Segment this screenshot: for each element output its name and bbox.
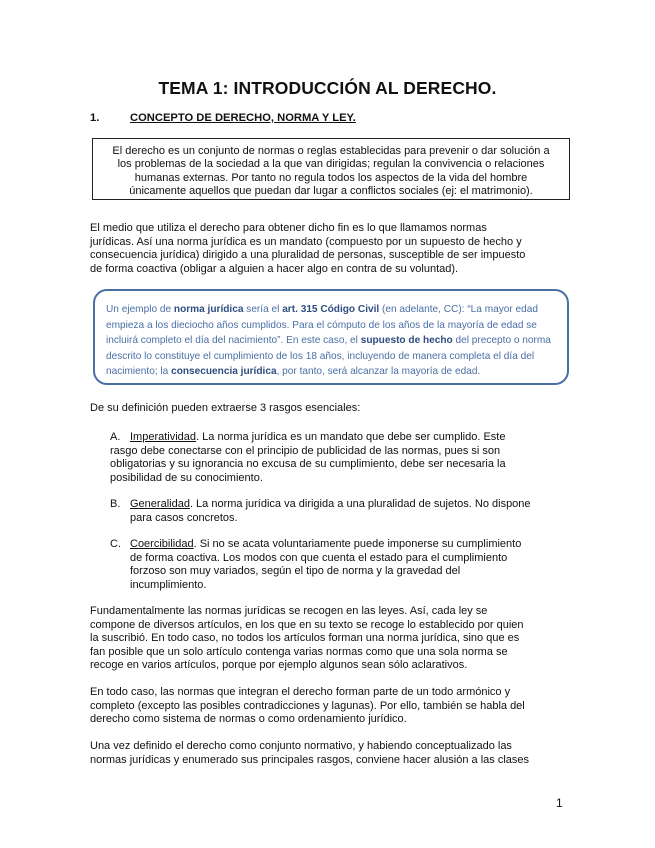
paragraph-line: jurídicas. Así una norma jurídica es un mandato (compuesto por un supuesto de hecho y xyxy=(90,235,522,248)
example-text: , por tanto, será alcanzar la mayoría de edad. xyxy=(276,366,481,378)
traits-intro: De su definición pueden extraerse 3 rasgos esenciales: xyxy=(90,402,361,414)
trait-label: B. xyxy=(110,498,121,510)
paragraph-line: Fundamentalmente las normas jurídicas se recogen en las leyes. Así, cada ley se xyxy=(90,605,488,617)
paragraph-line: Una vez definido el derecho como conjunto normativo, y habiendo conceptualizado las xyxy=(90,740,512,752)
paragraph-line: de forma coactiva (obligar a alguien a hacer algo en contra de su voluntad). xyxy=(90,262,459,275)
example-text: Un ejemplo de xyxy=(106,304,174,315)
definition-box xyxy=(92,138,570,200)
trait-text: incumplimiento. xyxy=(130,578,207,591)
example-text: del precepto o norma descrito lo constituye el cumplimiento de los 18 años, incluyendo de manera completa el día del nacimiento; la xyxy=(106,335,551,378)
definition-line: El derecho es un conjunto de normas o reglas establecidas para prevenir o dar solución a xyxy=(112,145,550,157)
paragraph-leyes xyxy=(90,605,568,673)
page-title: TEMA 1: INTRODUCCIÓN AL DERECHO. xyxy=(158,78,497,98)
paragraph-ordenamiento xyxy=(90,686,568,727)
trait-text: . La norma jurídica va dirigida a una pluralidad de sujetos. No dispone xyxy=(189,498,531,510)
paragraph-line: normas jurídicas y enumerado sus principales rasgos, conviene hacer alusión a las clases xyxy=(90,753,530,766)
paragraph-line: consecuencia jurídica) dirigido a una pluralidad de personas, susceptible de ser impuesto xyxy=(90,249,526,262)
trait-text: forzoso son muy variados, según el tipo de norma y la gravedad del xyxy=(130,565,461,578)
example-bold-term: art. 315 Código Civil xyxy=(282,304,380,315)
trait-text: . Si no se acata voluntariamente puede imponerse su cumplimiento xyxy=(193,538,522,550)
example-bold-term: supuesto de hecho xyxy=(360,335,453,347)
definition-line: únicamente aquellos que puedan dar lugar a conflictos sociales (ej: el matrimonio). xyxy=(129,184,533,197)
example-bold-term: norma jurídica xyxy=(173,304,244,315)
paragraph-norma-juridica xyxy=(90,222,568,276)
paragraph-line: compone de diversos artículos, en los que en su texto se recoge lo establecido por quien xyxy=(90,618,524,631)
section-number: 1. xyxy=(90,112,100,124)
trait-text: rasgo debe conectarse con el principio de publicidad de las normas, pues si son xyxy=(110,444,501,457)
example-text: (en adelante, CC): “La mayor edad empieza a los dieciocho años cumplidos. Para el cómputo de los años de la mayoría de edad se incluirá completo el día del nacimiento”. En este caso, el xyxy=(106,304,539,347)
trait-text: obligatorias y su ignorancia no excusa de su cumplimiento, debe ser necesaria la xyxy=(110,458,506,471)
section-heading xyxy=(90,112,356,124)
trait-label: A. xyxy=(110,431,121,443)
example-text: sería el xyxy=(243,304,283,315)
trait-term: Coercibilidad xyxy=(130,538,194,550)
trait-text: posibilidad de su conocimiento. xyxy=(110,471,263,484)
paragraph-line: fan posible que un solo artículo contenga varias normas como que una sola norma se xyxy=(90,645,508,658)
paragraph-line: derecho como sistema de normas o como ordenamiento jurídico. xyxy=(90,713,407,726)
paragraph-line: completo (excepto las posibles contradicciones y lagunas). Por ello, también se habla del xyxy=(90,699,525,712)
definition-line: los problemas de la sociedad a la que van dirigidas; regulan la convivencia o relaciones xyxy=(117,158,545,171)
trait-item-imperatividad xyxy=(110,431,570,485)
paragraph-clases xyxy=(90,740,568,767)
paragraph-line: la suscribió. En todo caso, no todos los artículos forman una norma jurídica, sino que es xyxy=(90,632,520,645)
trait-term: Imperatividad xyxy=(130,431,197,443)
trait-item-coercibilidad xyxy=(110,538,570,592)
paragraph-line: En todo caso, las normas que integran el derecho forman parte de un todo armónico y xyxy=(90,686,511,698)
trait-label: C. xyxy=(110,538,121,550)
trait-text: . La norma jurídica es un mandato que debe ser cumplido. Este xyxy=(196,431,506,443)
paragraph-line: El medio que utiliza el derecho para obtener dicho fin es lo que llamamos normas xyxy=(90,222,487,234)
paragraph-line: recoge en varios artículos, porque por ejemplo algunos sean sólo aclarativos. xyxy=(90,659,468,672)
example-callout xyxy=(93,289,569,385)
trait-term: Generalidad xyxy=(130,498,190,510)
definition-line: humanas externas. Por tanto no regula todos los aspectos de la vida del hombre xyxy=(134,171,528,184)
section-label: CONCEPTO DE DERECHO, NORMA Y LEY. xyxy=(130,112,356,124)
example-bold-term: consecuencia jurídica xyxy=(171,366,277,378)
trait-item-generalidad xyxy=(110,498,570,525)
page-number: 1 xyxy=(556,796,563,810)
trait-text: para casos concretos. xyxy=(130,511,238,524)
trait-text: de forma coactiva. Los modos con que cuenta el estado para el cumplimiento xyxy=(130,551,508,564)
